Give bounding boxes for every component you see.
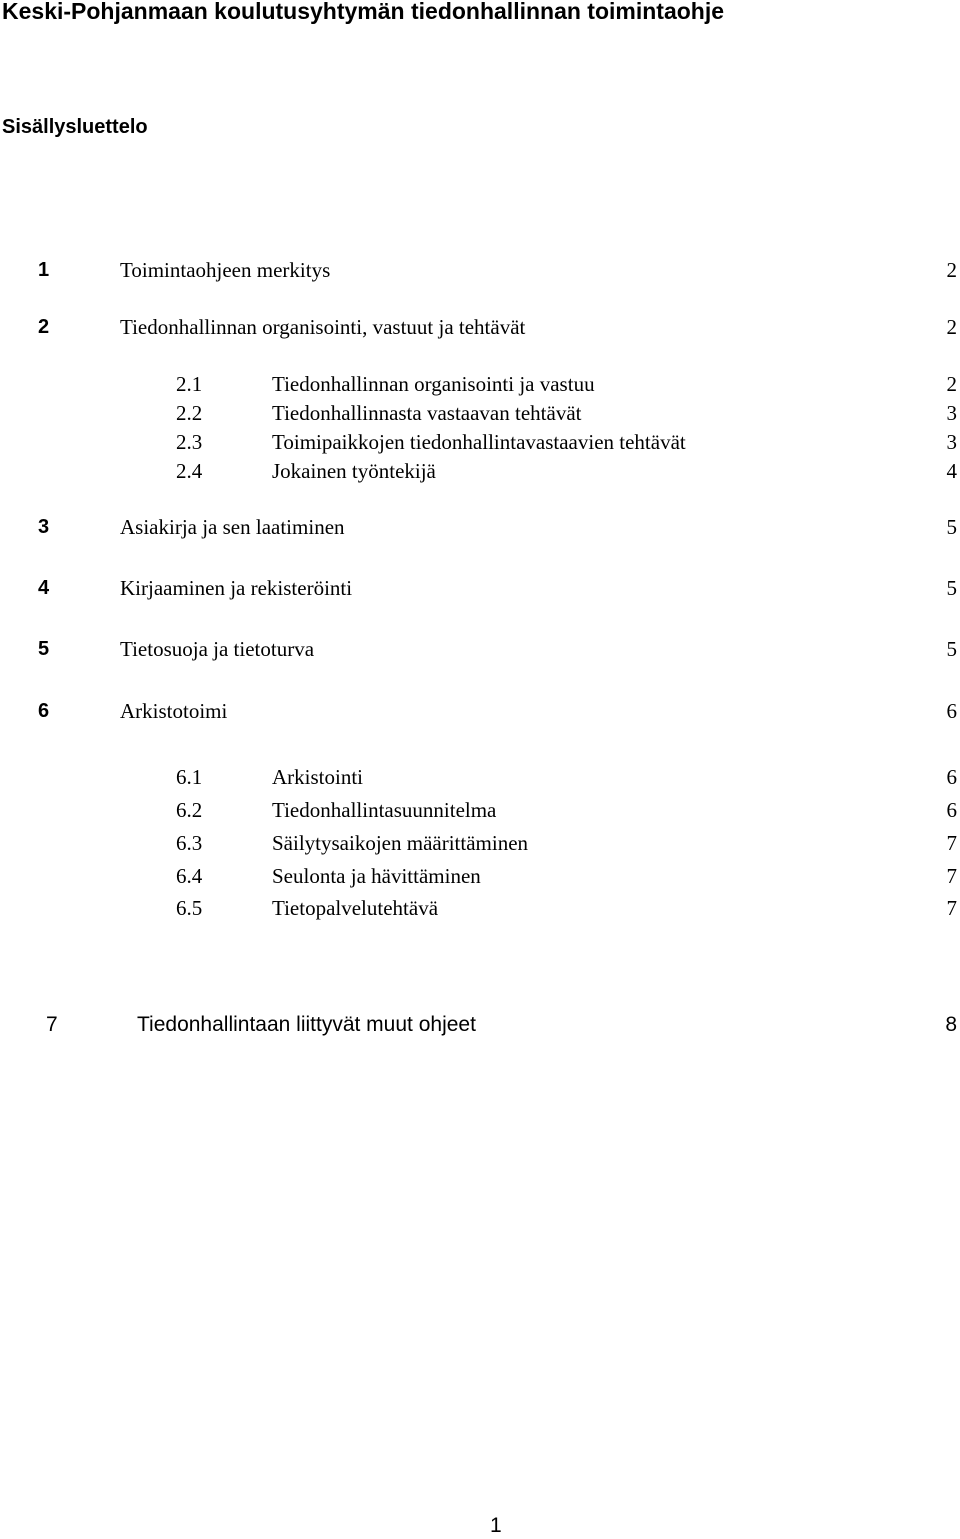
toc-entry-2-1[interactable] — [0, 369, 960, 399]
toc-entry-title: Tiedonhallinnan organisointi ja vastuu — [272, 372, 595, 396]
toc-entry-2-3[interactable] — [0, 427, 960, 457]
toc-entry-number: 3 — [38, 516, 50, 538]
toc-entry-title: Tiedonhallintaan liittyvät muut ohjeet — [137, 1013, 476, 1036]
toc-entry-5[interactable] — [0, 634, 960, 664]
toc-entry-page: 8 — [945, 1013, 957, 1036]
document-title: Keski-Pohjanmaan koulutusyhtymän tiedonhallinnan toimintaohje — [2, 0, 725, 24]
toc-entry-number: 6.1 — [176, 765, 203, 789]
toc-entry-title: Säilytysaikojen määrittäminen — [272, 831, 529, 855]
toc-entry-page: 6 — [946, 765, 957, 789]
toc-entry-page: 5 — [946, 637, 957, 661]
page-number: 1 — [490, 1514, 502, 1537]
toc-entry-title: Tietopalvelutehtävä — [272, 896, 439, 920]
toc-entry-page: 4 — [946, 459, 957, 483]
toc-entry-number: 6.5 — [176, 896, 203, 920]
toc-entry-page: 5 — [946, 515, 957, 539]
toc-entry-title: Tietosuoja ja tietoturva — [120, 637, 315, 661]
toc-entry-2[interactable] — [0, 312, 960, 342]
toc-entry-title: Tiedonhallinnasta vastaavan tehtävät — [272, 401, 582, 425]
toc-entry-4[interactable] — [0, 573, 960, 603]
toc-entry-title: Toimintaohjeen merkitys — [120, 258, 331, 282]
toc-entry-page: 2 — [946, 372, 957, 396]
toc-entry-3[interactable] — [0, 512, 960, 542]
toc-entry-title: Tiedonhallintasuunnitelma — [272, 798, 497, 822]
toc-entry-title: Tiedonhallinnan organisointi, vastuut ja tehtävät — [120, 315, 526, 339]
toc-entry-number: 2.2 — [176, 401, 203, 425]
toc-heading: Sisällysluettelo — [2, 116, 148, 138]
toc-entry-page: 7 — [946, 864, 957, 888]
toc-entry-page: 2 — [946, 258, 957, 282]
toc-entry-6-5[interactable] — [0, 893, 960, 923]
toc-entry-number: 2.3 — [176, 430, 203, 454]
toc-entry-title: Jokainen työntekijä — [272, 459, 436, 483]
toc-entry-page: 6 — [946, 798, 957, 822]
toc-entry-number: 7 — [46, 1013, 58, 1036]
toc-entry-1[interactable] — [0, 255, 960, 285]
toc-entry-6-4[interactable] — [0, 861, 960, 891]
toc-entry-title: Kirjaaminen ja rekisteröinti — [120, 576, 353, 600]
toc-entry-page: 3 — [946, 401, 957, 425]
toc-entry-page: 5 — [946, 576, 957, 600]
toc-entry-number: 6.2 — [176, 798, 203, 822]
toc-entry-number: 4 — [38, 577, 50, 599]
toc-entry-number: 2 — [38, 316, 50, 338]
toc-entry-number: 2.4 — [176, 459, 203, 483]
toc-entry-title: Arkistotoimi — [120, 699, 228, 723]
toc-entry-number: 6 — [38, 700, 50, 722]
toc-entry-2-2[interactable] — [0, 398, 960, 428]
toc-entry-page: 6 — [946, 699, 957, 723]
toc-entry-number: 6.3 — [176, 831, 203, 855]
toc-entry-title: Arkistointi — [272, 765, 364, 789]
toc-entry-title: Seulonta ja hävittäminen — [272, 864, 481, 888]
toc-entry-number: 1 — [38, 259, 50, 281]
toc-entry-7[interactable] — [0, 1010, 960, 1040]
toc-entry-number: 2.1 — [176, 372, 203, 396]
toc-entry-number: 6.4 — [176, 864, 203, 888]
toc-entry-6[interactable] — [0, 696, 960, 726]
toc-entry-6-2[interactable] — [0, 795, 960, 825]
toc-entry-page: 7 — [946, 831, 957, 855]
toc-entry-6-3[interactable] — [0, 828, 960, 858]
toc-entry-2-4[interactable] — [0, 456, 960, 486]
toc-entry-page: 7 — [946, 896, 957, 920]
toc-entry-title: Toimipaikkojen tiedonhallintavastaavien tehtävät — [272, 430, 686, 454]
toc-entry-page: 2 — [946, 315, 957, 339]
toc-entry-6-1[interactable] — [0, 762, 960, 792]
toc-entry-number: 5 — [38, 638, 50, 660]
toc-entry-page: 3 — [946, 430, 957, 454]
toc-entry-title: Asiakirja ja sen laatiminen — [120, 515, 345, 539]
